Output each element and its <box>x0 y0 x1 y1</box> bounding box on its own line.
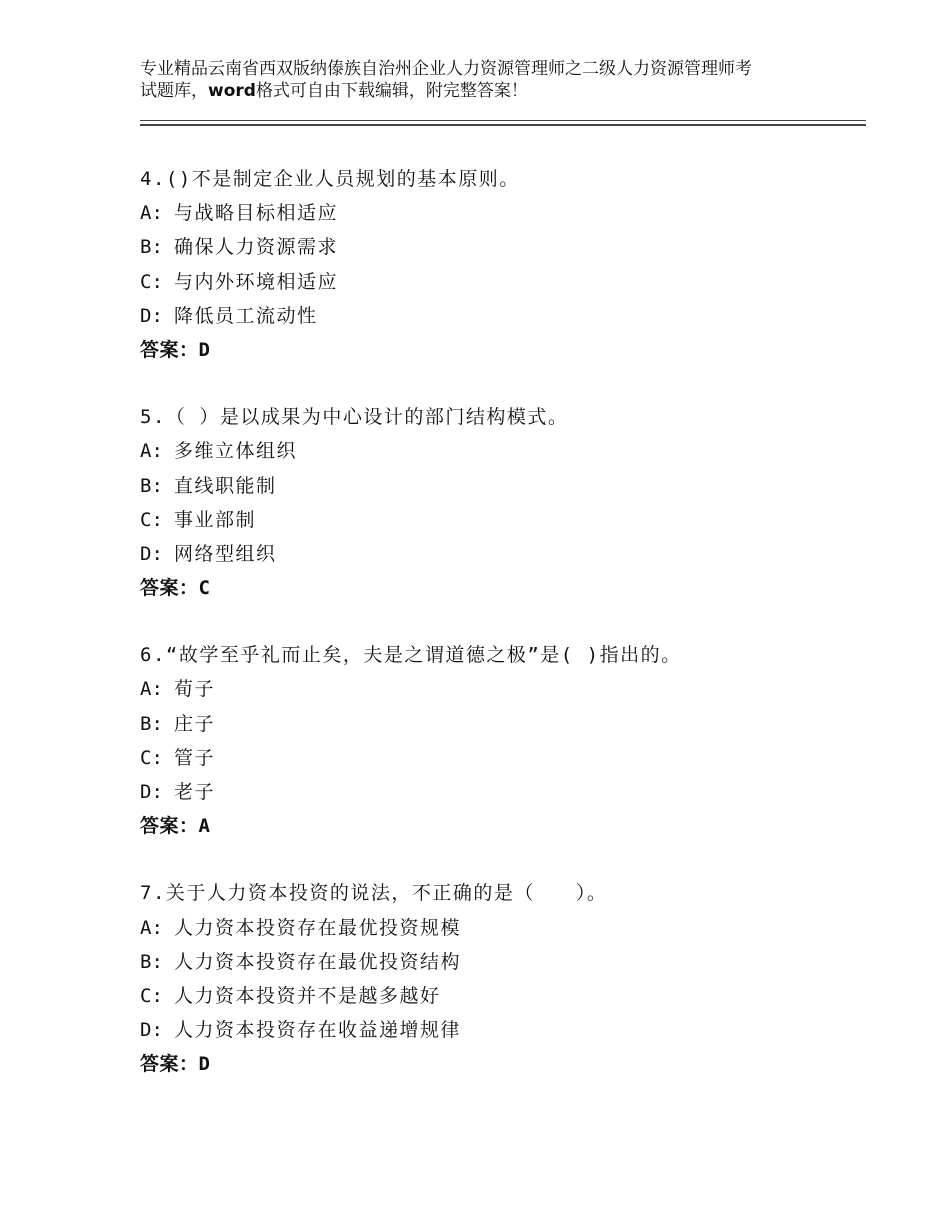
question-7 <box>140 876 870 1081</box>
answer-label: 答案： <box>140 577 199 600</box>
option-letter: A: <box>140 916 163 939</box>
question-text: 5.（ ）是以成果为中心设计的部门结构模式。 <box>140 406 569 429</box>
header-divider-thick <box>140 124 866 126</box>
option-text: 人力资本投资并不是越多越好 <box>174 984 441 1007</box>
question-text: 6.“故学至乎礼而止矣，夫是之谓道德之极”是( )指出的。 <box>140 644 682 667</box>
answer-value: D <box>198 1053 211 1076</box>
option-a <box>140 196 870 230</box>
answer-line <box>140 1047 870 1081</box>
header-line-2 <box>140 80 840 102</box>
option-text: 庄子 <box>174 712 216 735</box>
question-text: 4.()不是制定企业人员规划的基本原则。 <box>140 168 520 190</box>
option-b <box>140 469 870 503</box>
header-line-2-suffix: 格式可自由下载编辑，附完整答案！ <box>255 81 528 101</box>
option-letter: B: <box>140 712 163 735</box>
answer-line <box>140 333 870 367</box>
option-c <box>140 741 870 775</box>
option-letter: D: <box>140 1019 163 1042</box>
option-d <box>140 299 870 333</box>
option-letter: B: <box>140 236 163 259</box>
option-text: 直线职能制 <box>174 474 277 497</box>
option-text: 管子 <box>174 746 216 769</box>
option-text: 多维立体组织 <box>174 440 298 463</box>
option-text: 人力资本投资存在收益递增规律 <box>174 1019 462 1042</box>
option-letter: C: <box>140 270 163 293</box>
answer-line <box>140 571 870 605</box>
document-header <box>140 58 840 102</box>
option-text: 网络型组织 <box>174 542 277 565</box>
option-c <box>140 979 870 1013</box>
option-letter: D: <box>140 304 163 327</box>
question-text: 7.关于人力资本投资的说法，不正确的是（ ）。 <box>140 882 608 905</box>
option-letter: B: <box>140 474 163 497</box>
option-letter: A: <box>140 202 163 225</box>
option-text: 荀子 <box>174 678 216 701</box>
answer-value: A <box>198 815 211 838</box>
option-letter: A: <box>140 678 163 701</box>
header-line-1: 专业精品云南省西双版纳傣族自治州企业人力资源管理师之二级人力资源管理师考 <box>140 59 752 79</box>
header-line-2-prefix: 试题库， <box>140 81 208 101</box>
option-text: 人力资本投资存在最优投资结构 <box>174 950 462 973</box>
option-text: 老子 <box>174 781 216 803</box>
option-text: 与战略目标相适应 <box>174 202 339 225</box>
header-divider-thin <box>140 120 866 121</box>
option-a <box>140 672 870 706</box>
option-b <box>140 707 870 741</box>
option-text: 降低员工流动性 <box>174 304 318 327</box>
option-text: 确保人力资源需求 <box>174 236 339 259</box>
option-b <box>140 945 870 979</box>
option-letter: A: <box>140 440 163 463</box>
option-text: 与内外环境相适应 <box>174 270 339 293</box>
answer-value: C <box>198 577 211 600</box>
question-list <box>140 162 870 1115</box>
option-letter: D: <box>140 781 163 803</box>
header-line-2-word: word <box>208 81 256 101</box>
answer-value: D <box>198 338 211 361</box>
answer-label: 答案： <box>140 338 199 361</box>
answer-label: 答案： <box>140 815 199 838</box>
option-d <box>140 1013 870 1047</box>
option-letter: C: <box>140 746 163 769</box>
option-a <box>140 434 870 468</box>
option-letter: C: <box>140 984 163 1007</box>
option-a <box>140 911 870 945</box>
option-d <box>140 537 870 571</box>
option-letter: C: <box>140 508 163 531</box>
option-b <box>140 230 870 264</box>
option-text: 事业部制 <box>174 508 257 531</box>
option-letter: B: <box>140 950 163 973</box>
answer-label: 答案： <box>140 1053 199 1076</box>
option-letter: D: <box>140 542 163 565</box>
question-6 <box>140 638 870 843</box>
option-d <box>140 775 870 809</box>
answer-line <box>140 809 870 843</box>
option-text: 人力资本投资存在最优投资规模 <box>174 916 462 939</box>
question-4 <box>140 162 870 367</box>
option-c <box>140 265 870 299</box>
option-c <box>140 503 870 537</box>
question-5 <box>140 400 870 605</box>
